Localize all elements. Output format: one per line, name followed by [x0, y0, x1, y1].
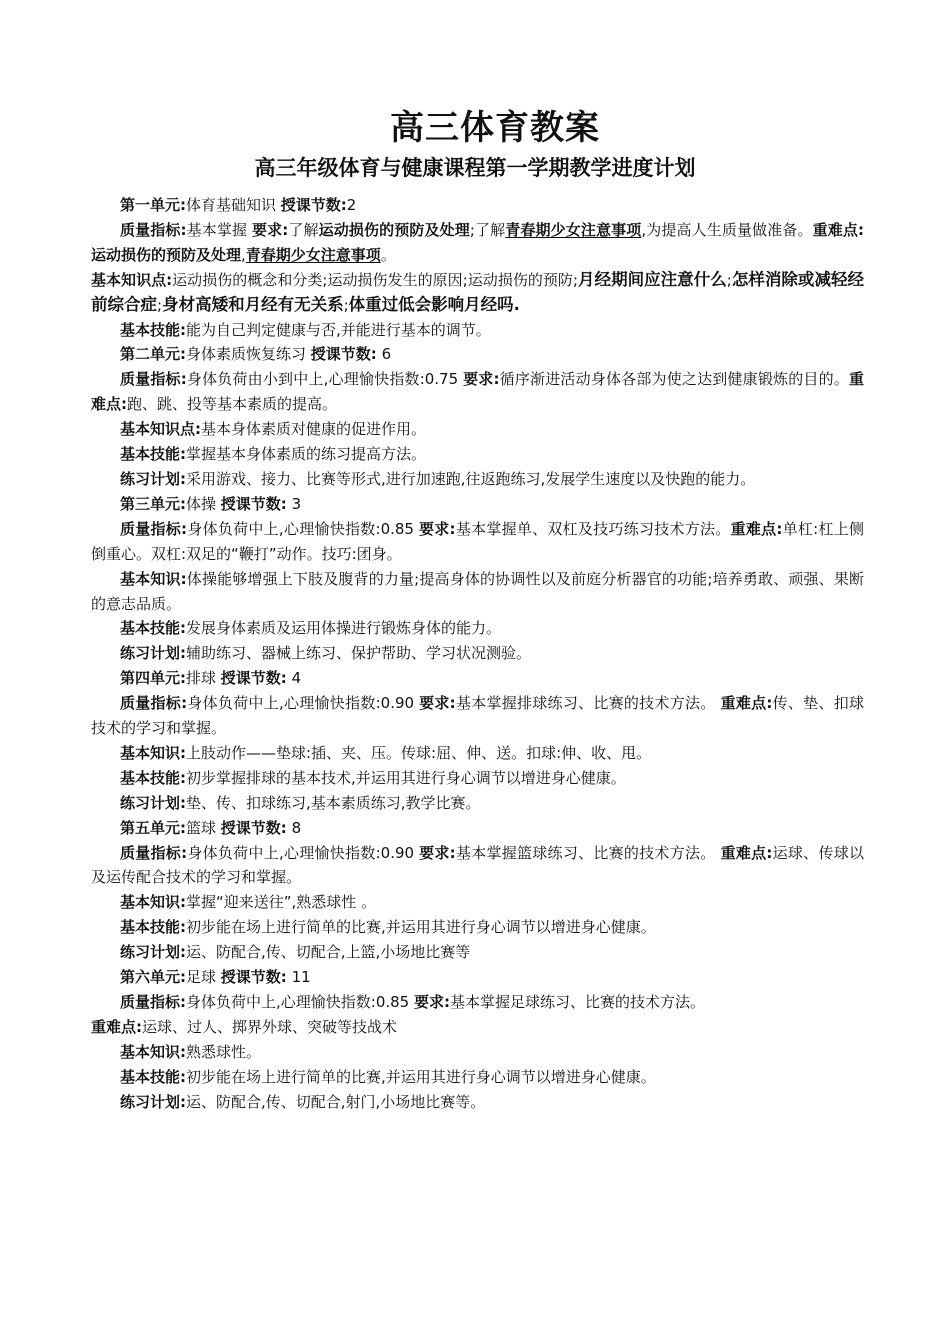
unit-1-header: 第一单元:体育基础知识 授课节数:2 [120, 196, 357, 214]
unit-5-skill: 基本技能:初步能在场上进行简单的比赛,并运用其进行身心调节以增进身心健康。 [120, 918, 656, 937]
unit-5-header: 第五单元:篮球 授课节数: 8 [120, 818, 302, 837]
unit-4-skill: 基本技能:初步掌握排球的基本技术,并运用其进行身心调节以增进身心健康。 [120, 768, 626, 787]
unit-3-plan: 练习计划:辅助练习、器械上练习、保护帮助、学习状况测验。 [120, 644, 532, 663]
unit-1-skill: 基本技能:能为自己判定健康与否,并能进行基本的调节。 [120, 320, 491, 339]
unit-3-quality: 质量指标:身体负荷中上,心理愉快指数:0.85 要求:基本掌握单、双杠及技巧练习技术方法。重难点:单杠:杠上侧倒重心。双杠:双足的“鞭打”动作。技巧:团身。 [91, 519, 865, 563]
unit-5-plan: 练习计划:运、防配合,传、切配合,上篮,小场地比赛等 [120, 943, 471, 962]
unit-2-skill: 基本技能:掌握基本身体素质的练习提高方法。 [120, 445, 427, 464]
unit-2-header: 第二单元:身体素质恢复练习 授课节数: 6 [120, 345, 392, 364]
unit-6-plan: 练习计划:运、防配合,传、切配合,射门,小场地比赛等。 [120, 1092, 486, 1111]
document-body [91, 193, 864, 1115]
unit-2-quality: 质量指标:身体负荷由小到中上,心理愉快指数:0.75 要求:循序渐进活动身体各部为使之达到健康锻炼的目的。重难点:跑、跳、投等基本素质的提高。 [91, 370, 864, 414]
unit-1-quality: 质量指标:基本掌握 要求:了解运动损伤的预防及处理;了解青春期少女注意事项,为提高人生质量做准备。重难点:运动损伤的预防及处理,青春期少女注意事项。 [91, 220, 864, 264]
unit-6-knowledge: 基本知识:熟悉球性。 [120, 1042, 262, 1061]
unit-6-skill: 基本技能:初步能在场上进行简单的比赛,并运用其进行身心调节以增进身心健康。 [120, 1067, 656, 1086]
unit-6-quality: 质量指标:身体负荷中上,心理愉快指数:0.85 要求:基本掌握足球练习、比赛的技术方法。 [120, 993, 706, 1011]
unit-2-knowledge: 基本知识点:基本身体素质对健康的促进作用。 [120, 420, 427, 439]
page-subtitle: 高三年级体育与健康课程第一学期教学进度计划 [254, 156, 696, 180]
unit-2-plan: 练习计划:采用游戏、接力、比赛等形式,进行加速跑,往返跑练习,发展学生速度以及快跑的能力。 [120, 469, 756, 488]
unit-3-knowledge: 基本知识:体操能够增强上下肢及腹背的力量;提高身体的协调性以及前庭分析器官的功能;培养勇敢、顽强、果断的意志品质。 [91, 569, 864, 613]
unit-4-header: 第四单元:排球 授课节数: 4 [120, 669, 302, 688]
unit-3-skill: 基本技能:发展身体素质及运用体操进行锻炼身体的能力。 [120, 619, 502, 638]
unit-5-quality: 质量指标:身体负荷中上,心理愉快指数:0.90 要求:基本掌握篮球练习、比赛的技术方法。 重难点:运球、传球以及运传配合技术的学习和掌握。 [91, 843, 864, 887]
unit-3-header: 第三单元:体操 授课节数: 3 [120, 494, 302, 513]
unit-4-quality: 质量指标:身体负荷中上,心理愉快指数:0.90 要求:基本掌握排球练习、比赛的技术方法。 重难点:传、垫、扣球技术的学习和掌握。 [91, 694, 864, 738]
unit-4-plan: 练习计划:垫、传、扣球练习,基本素质练习,教学比赛。 [120, 793, 481, 812]
page-title: 高三体育教案 [390, 108, 600, 148]
unit-6-difficulty: 重难点:运球、过人、掷界外球、突破等技战术 [91, 1017, 398, 1036]
unit-4-knowledge: 基本知识:上肢动作——垫球:插、夹、压。传球:屈、伸、送。扣球:伸、收、甩。 [120, 743, 652, 762]
unit-5-knowledge: 基本知识:掌握“迎来送往”,熟悉球性 。 [120, 893, 377, 912]
unit-6-header: 第六单元:足球 授课节数: 11 [120, 968, 311, 987]
unit-1-knowledge: 基本知识点:运动损伤的概念和分类;运动损伤发生的原因;运动损伤的预防;月经期间应注意什么;怎样消除或减轻经前综合症;身材高矮和月经有无关系;体重过低会影响月经吗. [91, 269, 865, 314]
